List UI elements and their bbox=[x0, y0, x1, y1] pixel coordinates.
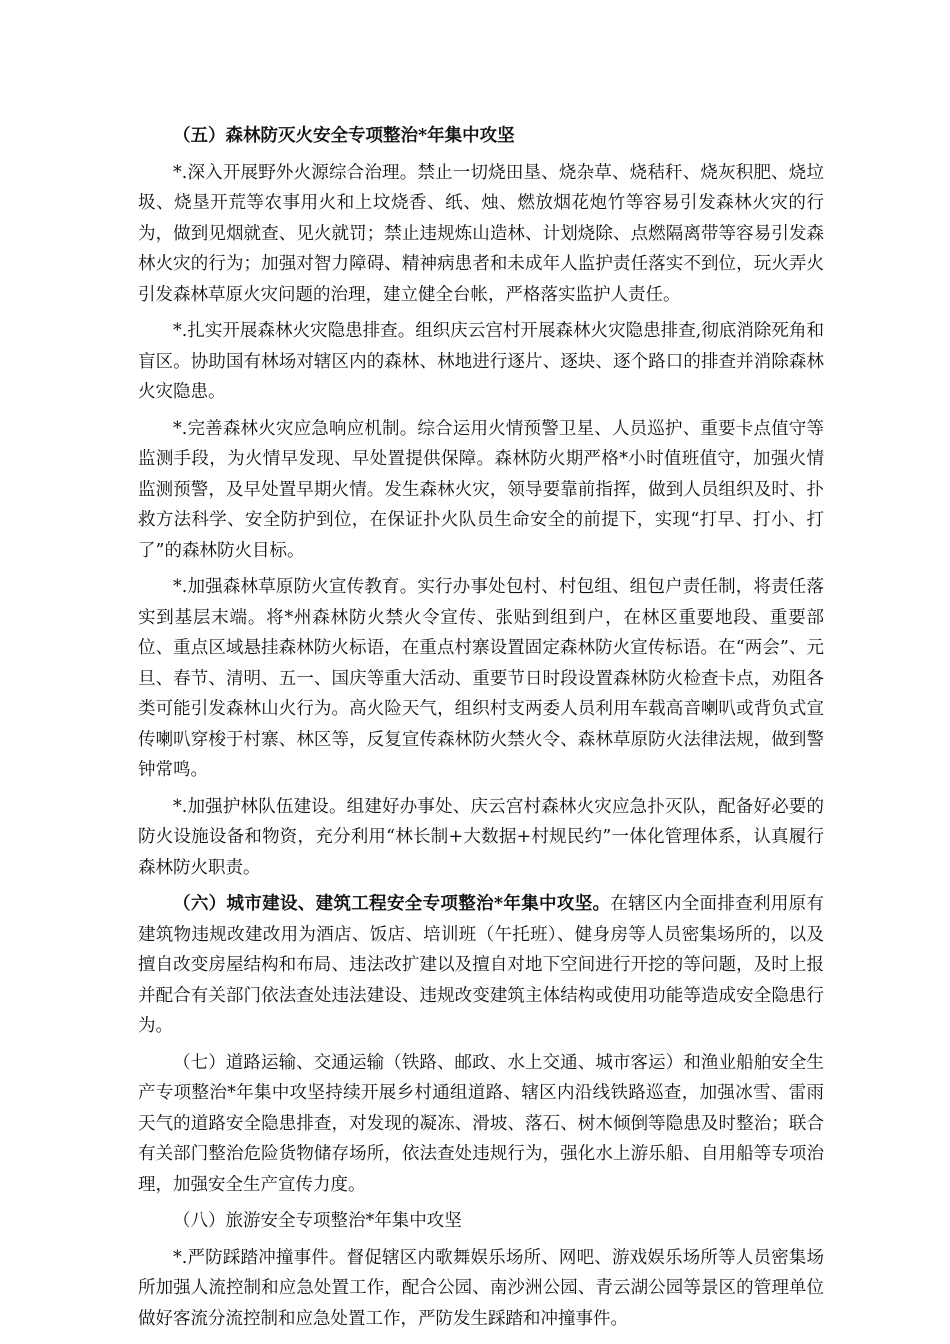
section-8-item-1: *.严防踩踏冲撞事件。督促辖区内歌舞娱乐场所、网吧、游戏娱乐场所等人员密集场所加强人流控制和应急处置工作，配合公园、南沙洲公园、青云湖公园等景区的管理单位做好客流分流控制和应急处置工作，严防发生踩踏和冲撞事件。 bbox=[138, 1247, 824, 1329]
section-6-heading: （六）城市建设、建筑工程安全专项整治*年集中攻坚。 bbox=[173, 894, 611, 914]
document-body bbox=[138, 121, 824, 1334]
section-6-paragraph bbox=[138, 889, 824, 1042]
section-5-item-2: *.扎实开展森林火灾隐患排查。组织庆云宫村开展森林火灾隐患排查,彻底消除死角和盲区。协助国有林场对辖区内的森林、林地进行逐片、逐块、逐个路口的排查并消除森林火灾隐患。 bbox=[138, 321, 824, 402]
section-7-paragraph: （七）道路运输、交通运输（铁路、邮政、水上交通、城市客运）和渔业船舶安全生产专项整治*年集中攻坚持续开展乡村通组道路、辖区内沿线铁路巡查，加强冰雪、雷雨天气的道路安全隐患排查，对发现的凝冻、滑坡、落石、树木倾倒等隐患及时整治；联合有关部门整治危险货物储存场所，依法查处违规行为，强化水上游乐船、自用船等专项治理，加强安全生产宣传力度。 bbox=[138, 1052, 824, 1195]
section-5-item-5: *.加强护林队伍建设。组建好办事处、庆云宫村森林火灾应急扑灭队，配备好必要的防火设施设备和物资，充分利用“林长制+大数据+村规民约”一体化管理体系，认真履行森林防火职责。 bbox=[138, 796, 824, 878]
section-5-item-3: *.完善森林火灾应急响应机制。综合运用火情预警卫星、人员巡护、重要卡点值守等监测手段，为火情早发现、早处置提供保障。森林防火期严格*小时值班值守，加强火情监测预警，及早处置早期火情。发生森林火灾，领导要靠前指挥，做到人员组织及时、扑救方法科学、安全防护到位，在保证扑火队员生命安全的前提下，实现“打早、打小、打了”的森林防火目标。 bbox=[138, 418, 824, 561]
section-5-item-4: *.加强森林草原防火宣传教育。实行办事处包村、村包组、组包户责任制，将责任落实到基层末端。将*州森林防火禁火令宣传、张贴到组到户，在林区重要地段、重要部位、重点区域悬挂森林防火标语，在重点村寨设置固定森林防火宣传标语。在“两会”、元旦、春节、清明、五一、国庆等重大活动、重要节日时段设置森林防火检查卡点，劝阻各类可能引发森林山火行为。高火险天气，组织村支两委人员利用车载高音喇叭或背负式宣传喇叭穿梭于村寨、林区等，反复宣传森林防火禁火令、森林草原防火法律法规，做到警钟常鸣。 bbox=[138, 577, 824, 780]
section-5-heading: （五）森林防灭火安全专项整治*年集中攻坚 bbox=[173, 126, 515, 146]
section-5-item-1: *.深入开展野外火源综合治理。禁止一切烧田垦、烧杂草、烧秸秆、烧灰积肥、烧垃圾、烧垦开荒等农事用火和上坟烧香、纸、烛、燃放烟花炮竹等容易引发森林火灾的行为，做到见烟就查、见火就罚；禁止违规炼山造林、计划烧除、点燃隔离带等容易引发森林火灾的行为；加强对智力障碍、精神病患者和未成年人监护责任落实不到位，玩火弄火引发森林草原火灾问题的治理，建立健全台帐，严格落实监护人责任。 bbox=[138, 162, 824, 305]
section-6-body: 在辖区内全面排查利用原有建筑物违规改建改用为酒店、饭店、培训班（午托班）、健身房等人员密集场所的，以及擅自改变房屋结构和布局、违法改扩建以及擅自对地下空间进行开挖的等问题，及时上报并配合有关部门依法查处违法建设、违规改变建筑主体结构或使用功能等造成安全隐患行为。 bbox=[138, 894, 824, 1036]
section-8-heading: （八）旅游安全专项整治*年集中攻坚 bbox=[173, 1211, 462, 1231]
